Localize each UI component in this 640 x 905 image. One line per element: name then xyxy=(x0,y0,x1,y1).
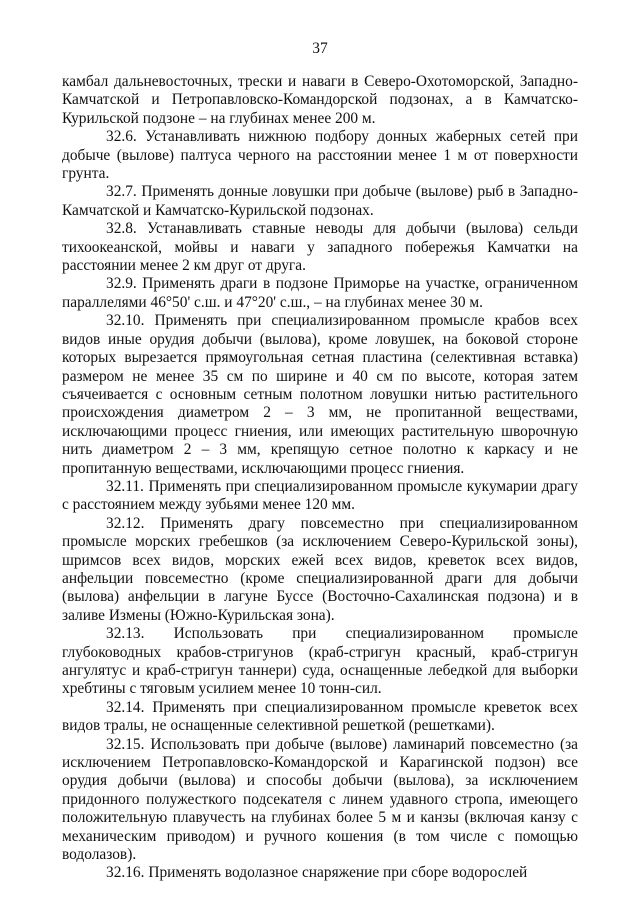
paragraph-32-12: 32.12. Применять драгу повсеместно при специализированном промысле морских гребешков (за исключением Северо-Курильской зоны), шримсов всех видов, морских ежей всех видов, креветок всех видов, анфельции повсеместно (кроме специализированной драги для добычи (вылова) анфельции в лагуне Буссе (Восточно-Сахалинская подзона) и в заливе Измены (Южно-Курильская зона). xyxy=(62,514,578,624)
paragraph-32-13: 32.13. Использовать при специализированном промысле глубоководных крабов-стригунов (краб-стригун красный, краб-стригун ангулятус и краб-стригун таннери) суда, оснащенные лебедкой для выборки хребтины с тяговым усилием менее 10 тонн-сил. xyxy=(62,625,578,698)
paragraph-32-16: 32.16. Применять водолазное снаряжение при сборе водорослей xyxy=(106,864,528,882)
paragraph-32-6: 32.6. Устанавливать нижнюю подбору донных жаберных сетей при добыче (вылове) палтуса черного на расстоянии менее 1 м от поверхности грунта. xyxy=(62,128,578,183)
paragraph-32-15: 32.15. Использовать при добыче (вылове) ламинарий повсеместно (за исключением Петропавловско-Командорской и Карагинской подзон) все орудия добычи (вылова) и способы добычи (вылова), за исключением придонного полужесткого подсекателя с линем удавного стропа, имеющего положительную плавучесть на глубинах более 5 м и канзы (включая канзу с механическим приводом) и ручного кошения (в том числе с помощью водолазов). xyxy=(62,735,578,864)
paragraph-continuation: камбал дальневосточных, трески и наваги в Северо-Охотоморской, Западно-Камчатской и Петропавловско-Командорской подзонах, а в Камчатско-Курильской подзоне – на глубинах менее 200 м. xyxy=(62,73,578,127)
page-number: 37 xyxy=(312,40,328,57)
paragraph-32-11: 32.11. Применять при специализированном промысле кукумарии драгу с расстоянием между зубьями менее 120 мм. xyxy=(62,477,578,514)
paragraph-32-14: 32.14. Применять при специализированном промысле креветок всех видов тралы, не оснащенные селективной решеткой (решетками). xyxy=(62,698,578,735)
paragraph-32-10: 32.10. Применять при специализированном промысле крабов всех видов иные орудия добычи (вылова), кроме ловушек, на боковой стороне которых вырезается прямоугольная сетная пластина (селективная вставка) размером не менее 35 см по ширине и 40 см по высоте, которая затем съячеивается с основным сетным полотном ловушки нитью растительного происхождения диаметром 2 – 3 мм, не пропитанной веществами, исключающими процесс гниения, или имеющих растительную шворочную нить диаметром 2 – 3 мм, крепящую сетное полотно к каркасу и не пропитанную веществами, исключающими процесс гниения. xyxy=(62,312,578,477)
paragraph-32-8: 32.8. Устанавливать ставные неводы для добычи (вылова) сельди тихоокеанской, мойвы и наваги у западного побережья Камчатки на расстоянии менее 2 км друг от друга. xyxy=(62,220,578,275)
paragraph-32-7: 32.7. Применять донные ловушки при добыче (вылове) рыб в Западно-Камчатской и Камчатско-Курильской подзонах. xyxy=(62,183,578,219)
paragraph-32-9: 32.9. Применять драги в подзоне Приморье на участке, ограниченном параллелями 46°50' с.ш. и 47°20' с.ш., – на глубинах менее 30 м. xyxy=(62,275,578,311)
